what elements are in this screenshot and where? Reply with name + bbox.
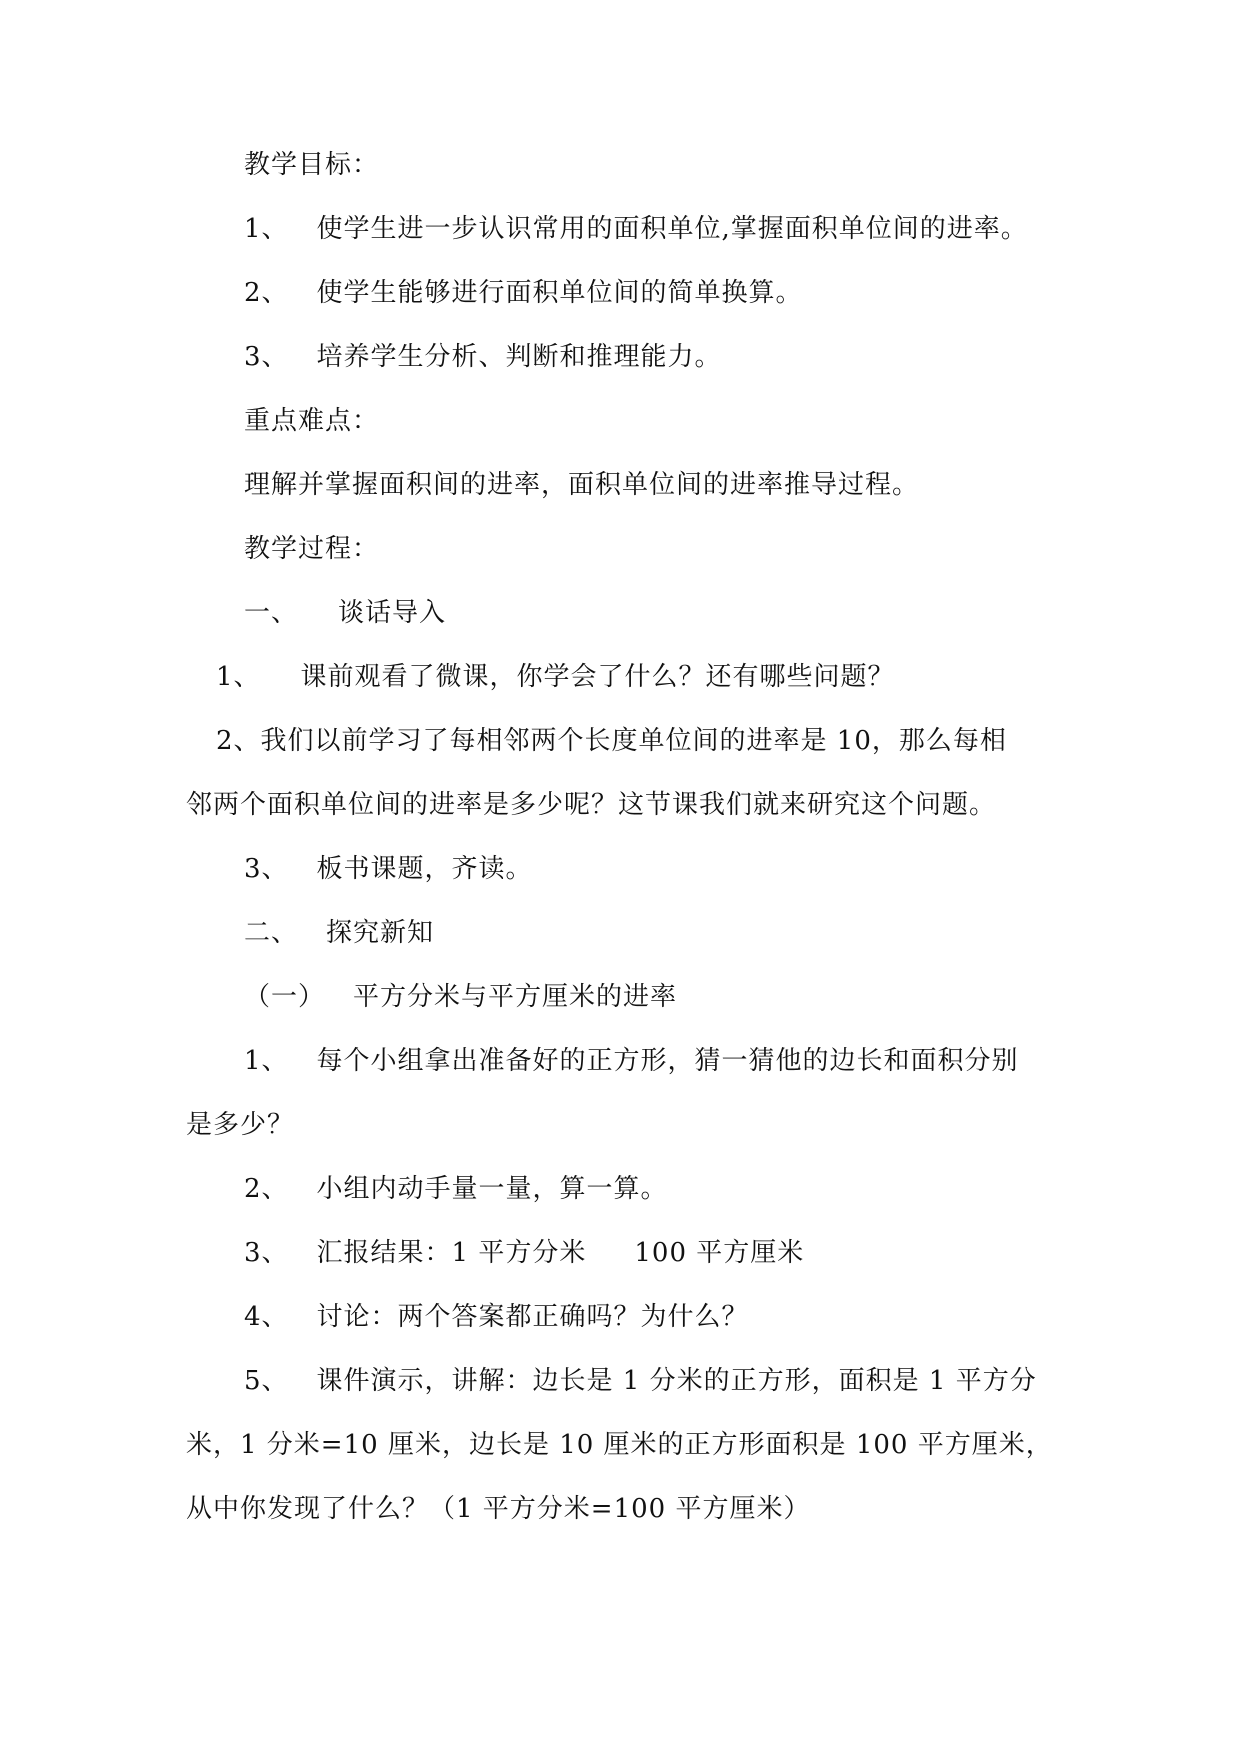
section-heading-1 [244, 596, 446, 630]
goal-item-1 [244, 212, 1028, 246]
list-text: 每个小组拿出准备好的正方形，猜一猜他的边长和面积分别 [316, 1046, 1019, 1076]
key-points-text: 理解并掌握面积间的进率，面积单位间的进率推导过程。 [244, 470, 920, 500]
explore-item-5-line1 [244, 1364, 1037, 1398]
section-heading-2 [244, 916, 434, 950]
section-number: 一、 [244, 598, 299, 628]
explore-item-5-line2: 米，1 分米=10 厘米，边长是 10 厘米的正方形面积是 100 平方厘米， [186, 1430, 1053, 1460]
explore-item-4 [244, 1300, 749, 1334]
list-text: 小组内动手量一量，算一算。 [316, 1174, 668, 1204]
process-item-2-line1: 2、我们以前学习了每相邻两个长度单位间的进率是 10，那么每相 [216, 726, 1007, 756]
list-text: 汇报结果：1 平方分米 [316, 1238, 587, 1268]
list-text-second: 100 平方厘米 [634, 1238, 805, 1268]
list-number: 4、 [244, 1302, 289, 1332]
list-number: 2、 [244, 278, 289, 308]
process-item-1 [216, 660, 895, 694]
list-text: 板书课题，齐读。 [316, 854, 533, 884]
heading-teaching-process: 教学过程： [244, 534, 380, 564]
process-item-3 [244, 852, 533, 886]
section-title: 谈话导入 [338, 598, 447, 628]
process-item-2-line2: 邻两个面积单位间的进率是多少呢？这节课我们就来研究这个问题。 [186, 790, 997, 820]
list-number: 2、 [244, 1174, 289, 1204]
goal-item-3 [244, 340, 722, 374]
goal-item-2 [244, 276, 803, 310]
explore-item-2 [244, 1172, 668, 1206]
list-number: 3、 [244, 342, 289, 372]
list-number: 3、 [244, 1238, 289, 1268]
heading-key-points: 重点难点： [244, 406, 380, 436]
section-title: 探究新知 [326, 918, 435, 948]
list-text: 课件演示，讲解：边长是 1 分米的正方形，面积是 1 平方分 [316, 1366, 1037, 1396]
section-number: 二、 [244, 918, 299, 948]
subsection-heading-1 [244, 980, 677, 1014]
subsection-title: 平方分米与平方厘米的进率 [353, 982, 678, 1012]
list-number: 1、 [244, 1046, 289, 1076]
list-text: 讨论：两个答案都正确吗？为什么？ [316, 1302, 749, 1332]
explore-item-1-line1 [244, 1044, 1019, 1078]
list-number: 3、 [244, 854, 289, 884]
list-text: 课前观看了微课，你学会了什么？还有哪些问题？ [300, 662, 895, 692]
list-text: 使学生进一步认识常用的面积单位,掌握面积单位间的进率。 [316, 214, 1028, 244]
list-number: 1、 [244, 214, 289, 244]
list-text: 使学生能够进行面积单位间的简单换算。 [316, 278, 803, 308]
list-number: 5、 [244, 1366, 289, 1396]
explore-item-5-line3: 从中你发现了什么？（1 平方分米=100 平方厘米） [186, 1494, 811, 1524]
explore-item-1-line2: 是多少？ [186, 1110, 295, 1140]
explore-item-3 [244, 1236, 804, 1270]
subsection-number: （一） [244, 982, 326, 1012]
heading-teaching-goals: 教学目标： [244, 150, 380, 180]
list-number: 1、 [216, 662, 261, 692]
list-text: 培养学生分析、判断和推理能力。 [316, 342, 722, 372]
